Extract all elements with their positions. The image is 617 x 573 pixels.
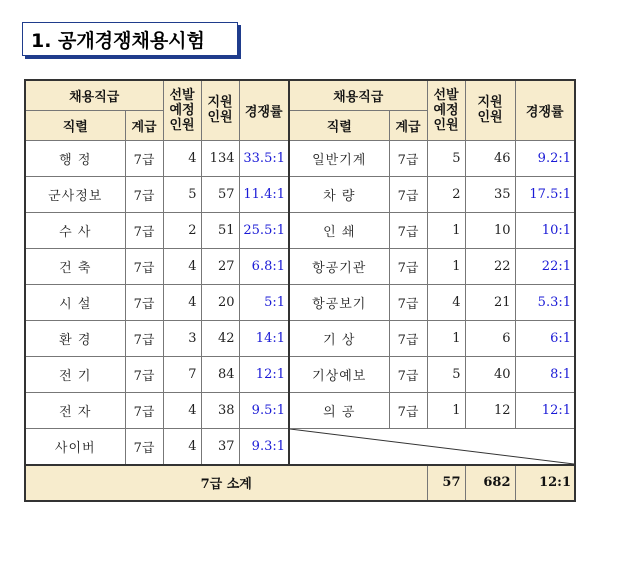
series-cell: 전 기 <box>25 356 125 392</box>
header-planned-line3: 인원 <box>433 117 459 133</box>
header-group-left: 채용직급 <box>25 80 163 110</box>
grade-cell: 7급 <box>389 176 427 212</box>
planned-cell: 5 <box>163 176 201 212</box>
grade-cell: 7급 <box>125 428 163 465</box>
planned-cell: 4 <box>163 392 201 428</box>
planned-cell: 2 <box>163 212 201 248</box>
series-cell: 차 량 <box>289 176 389 212</box>
header-grade-right: 계급 <box>389 110 427 140</box>
applicants-cell: 35 <box>465 176 515 212</box>
planned-cell: 5 <box>427 356 465 392</box>
table-body <box>25 140 575 501</box>
header-applicants-line1: 지원 <box>477 95 503 111</box>
header-ratio-left: 경쟁률 <box>239 80 289 140</box>
header-grade-left: 계급 <box>125 110 163 140</box>
header-planned-line1: 선발 <box>169 87 195 103</box>
total-label: 7급 소계 <box>25 465 427 501</box>
table-row <box>25 212 575 248</box>
recruitment-table <box>24 79 576 502</box>
series-cell: 사이버 <box>25 428 125 465</box>
grade-cell: 7급 <box>125 248 163 284</box>
planned-cell: 5 <box>427 140 465 176</box>
ratio-cell: 25.5:1 <box>239 212 289 248</box>
ratio-cell: 9.3:1 <box>239 428 289 465</box>
applicants-cell: 6 <box>465 320 515 356</box>
ratio-cell: 17.5:1 <box>515 176 575 212</box>
grade-cell: 7급 <box>125 176 163 212</box>
total-applicants: 682 <box>465 465 515 501</box>
grade-cell: 7급 <box>125 284 163 320</box>
table-row <box>25 356 575 392</box>
applicants-cell: 21 <box>465 284 515 320</box>
series-cell: 환 경 <box>25 320 125 356</box>
series-cell: 수 사 <box>25 212 125 248</box>
ratio-cell: 10:1 <box>515 212 575 248</box>
applicants-cell: 51 <box>201 212 239 248</box>
grade-cell: 7급 <box>389 356 427 392</box>
ratio-cell: 33.5:1 <box>239 140 289 176</box>
applicants-cell: 40 <box>465 356 515 392</box>
ratio-cell: 14:1 <box>239 320 289 356</box>
grade-cell: 7급 <box>389 212 427 248</box>
table-row <box>25 392 575 428</box>
ratio-cell: 6:1 <box>515 320 575 356</box>
table-row <box>25 428 575 465</box>
planned-cell: 2 <box>427 176 465 212</box>
grade-cell: 7급 <box>125 320 163 356</box>
header-ratio-right: 경쟁률 <box>515 80 575 140</box>
grade-cell: 7급 <box>125 356 163 392</box>
planned-cell: 7 <box>163 356 201 392</box>
planned-cell: 4 <box>163 248 201 284</box>
applicants-cell: 22 <box>465 248 515 284</box>
planned-cell: 4 <box>163 284 201 320</box>
table-row <box>25 320 575 356</box>
series-cell: 항공기관 <box>289 248 389 284</box>
ratio-cell: 22:1 <box>515 248 575 284</box>
total-row <box>25 465 575 501</box>
grade-cell: 7급 <box>125 392 163 428</box>
series-cell: 인 쇄 <box>289 212 389 248</box>
planned-cell: 3 <box>163 320 201 356</box>
planned-cell: 1 <box>427 212 465 248</box>
planned-cell: 1 <box>427 248 465 284</box>
ratio-cell: 5:1 <box>239 284 289 320</box>
planned-cell: 4 <box>163 140 201 176</box>
grade-cell: 7급 <box>389 320 427 356</box>
table-row <box>25 140 575 176</box>
applicants-cell: 134 <box>201 140 239 176</box>
grade-cell: 7급 <box>389 284 427 320</box>
ratio-cell: 11.4:1 <box>239 176 289 212</box>
header-planned-line3: 인원 <box>169 117 195 133</box>
applicants-cell: 37 <box>201 428 239 465</box>
diagonal-line <box>290 429 574 464</box>
header-series-right: 직렬 <box>289 110 389 140</box>
total-ratio: 12:1 <box>515 465 575 501</box>
ratio-cell: 8:1 <box>515 356 575 392</box>
header-planned-line1: 선발 <box>433 87 459 103</box>
header-series-left: 직렬 <box>25 110 125 140</box>
header-applicants-line2: 인원 <box>477 110 503 126</box>
header-group-right: 채용직급 <box>289 80 427 110</box>
series-cell: 전 자 <box>25 392 125 428</box>
planned-cell: 1 <box>427 320 465 356</box>
series-cell: 기상예보 <box>289 356 389 392</box>
table-row <box>25 176 575 212</box>
series-cell: 시 설 <box>25 284 125 320</box>
grade-cell: 7급 <box>125 140 163 176</box>
header-applicants-line1: 지원 <box>207 95 233 111</box>
ratio-cell: 12:1 <box>515 392 575 428</box>
applicants-cell: 27 <box>201 248 239 284</box>
grade-cell: 7급 <box>389 140 427 176</box>
applicants-cell: 20 <box>201 284 239 320</box>
ratio-cell: 9.2:1 <box>515 140 575 176</box>
series-cell: 행 정 <box>25 140 125 176</box>
table-row <box>25 284 575 320</box>
applicants-cell: 57 <box>201 176 239 212</box>
section-title: 1. 공개경쟁채용시험 <box>22 22 238 56</box>
empty-diagonal-cell <box>289 428 575 465</box>
table-row <box>25 248 575 284</box>
header-planned-right <box>427 80 465 140</box>
series-cell: 기 상 <box>289 320 389 356</box>
header-planned-left <box>163 80 201 140</box>
series-cell: 의 공 <box>289 392 389 428</box>
planned-cell: 4 <box>163 428 201 465</box>
ratio-cell: 12:1 <box>239 356 289 392</box>
applicants-cell: 12 <box>465 392 515 428</box>
ratio-cell: 6.8:1 <box>239 248 289 284</box>
series-cell: 항공보기 <box>289 284 389 320</box>
applicants-cell: 42 <box>201 320 239 356</box>
applicants-cell: 38 <box>201 392 239 428</box>
series-cell: 군사정보 <box>25 176 125 212</box>
series-cell: 건 축 <box>25 248 125 284</box>
header-applicants-left <box>201 80 239 140</box>
header-applicants-line2: 인원 <box>207 110 233 126</box>
grade-cell: 7급 <box>389 248 427 284</box>
header-planned-line2: 예정 <box>433 102 459 118</box>
applicants-cell: 46 <box>465 140 515 176</box>
applicants-cell: 10 <box>465 212 515 248</box>
total-planned: 57 <box>427 465 465 501</box>
series-cell: 일반기계 <box>289 140 389 176</box>
planned-cell: 4 <box>427 284 465 320</box>
header-planned-line2: 예정 <box>169 102 195 118</box>
header-applicants-right <box>465 80 515 140</box>
grade-cell: 7급 <box>125 212 163 248</box>
applicants-cell: 84 <box>201 356 239 392</box>
ratio-cell: 5.3:1 <box>515 284 575 320</box>
grade-cell: 7급 <box>389 392 427 428</box>
ratio-cell: 9.5:1 <box>239 392 289 428</box>
planned-cell: 1 <box>427 392 465 428</box>
